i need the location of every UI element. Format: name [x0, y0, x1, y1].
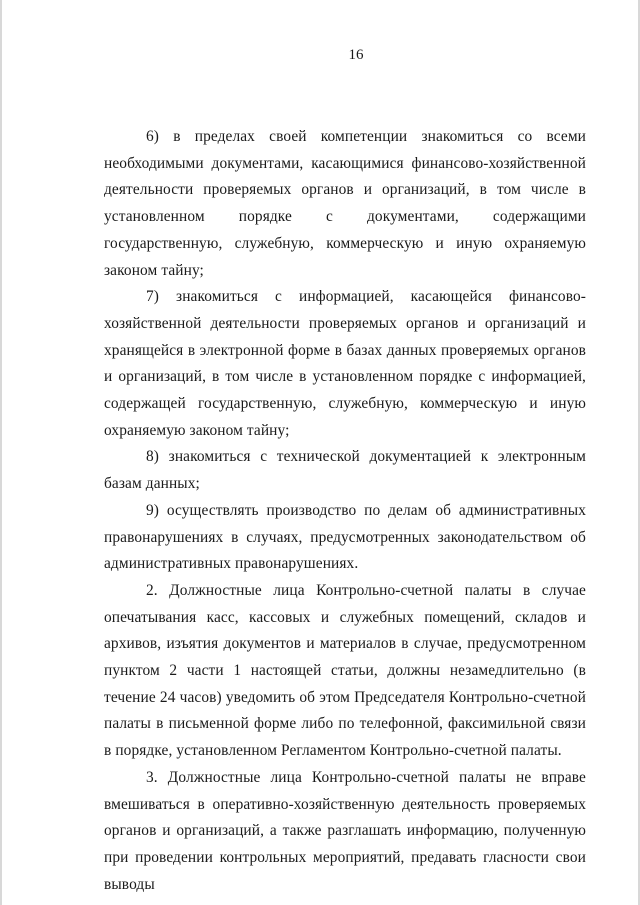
paragraph-item-9: 9) осуществлять производство по делам об административных правонарушениях в случаях, предусмотренных законодательством об административных правонарушениях.: [104, 501, 586, 573]
paragraph-item-7: 7) знакомиться с информацией, касающейся финансово-хозяйственной деятельности проверяемых органов и организаций и хранящейся в электронной форме в базах данных проверяемых органов и организаций, в том числе в установленном порядке с информацией, содержащей государственную, служебную, коммерческую и иную охраняемую законом тайну;: [104, 288, 586, 439]
paragraph-item-8: 8) знакомиться с технической документацией к электронным базам данных;: [104, 448, 586, 493]
paragraph-section-2: 2. Должностные лица Контрольно-счетной палаты в случае опечатывания касс, кассовых и служебных помещений, складов и архивов, изъятия документов и материалов в случае, предусмотренном пунктом 2 части 1 настоящей статьи, должны незамедлительно (в течение 24 часов) уведомить об этом Председателя Контрольно-счетной палаты в письменной форме либо по телефонной, факсимильной связи в порядке, установленном Регламентом Контрольно-счетной палаты.: [104, 581, 586, 760]
document-body: [104, 124, 586, 898]
paragraph-section-3: 3. Должностные лица Контрольно-счетной палаты не вправе вмешиваться в оперативно-хозяйственную деятельность проверяемых органов и организаций, а также разглашать информацию, полученную при проведении контрольных мероприятий, предавать гласности свои выводы: [104, 768, 586, 893]
scan-edge-left: [0, 0, 2, 905]
page-number: 16: [348, 47, 364, 63]
paragraph-item-6: 6) в пределах своей компетенции знакомиться со всеми необходимыми документами, касающимися финансово-хозяйственной деятельности проверяемых органов и организаций, в том числе в установленном порядке с документами, содержащими государственную, служебную, коммерческую и иную охраняемую законом тайну;: [104, 128, 586, 279]
